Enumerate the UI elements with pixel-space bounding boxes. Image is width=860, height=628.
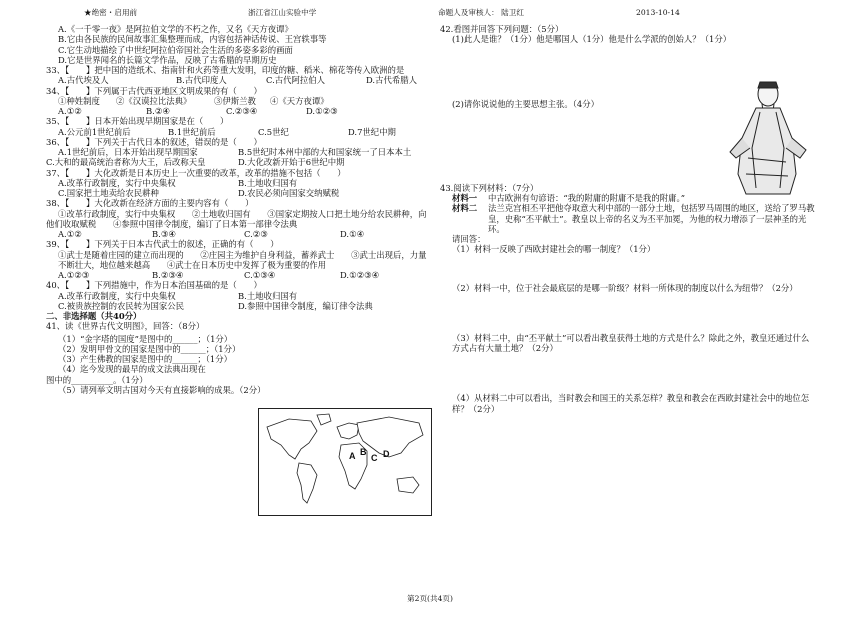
q37-stem: 37、【 】大化改新是日本历史上一次重要的改革，改革的措施不包括（ ）: [46, 167, 346, 178]
q41-part3: （3）产生佛教的国家是图中的______；（1分）: [58, 354, 232, 364]
q35-stem: 35、【 】日本开始出现早期国家是在（ ）: [46, 116, 229, 127]
q38-statement-line2: 他们收取赋税 ④参照中国律令制度，编订了日本第一部律令法典: [46, 218, 298, 229]
school-name: 浙江省江山实验中学: [248, 8, 317, 17]
q37-option-c: C.国家把土地卖给农民耕种: [58, 188, 159, 198]
q34-item-2: ②《汉谟拉比法典》: [116, 95, 192, 106]
page-header: [0, 8, 860, 20]
section-2-heading: 二、非选择题（共40分）: [46, 311, 142, 321]
answer-prompt: 请回答：: [452, 234, 486, 244]
q38-stem: 38、【 】大化改新在经济方面的主要内容有（ ）: [46, 198, 254, 209]
q34-stem: 34、【 】下列属于古代西亚地区文明成果的有（ ）: [46, 85, 262, 96]
q32-option-c: C.它生动地描绘了中世纪阿拉伯帝国社会生活的多姿多彩的画面: [58, 44, 293, 55]
q36-option-a: A.1世纪前后，日本开始出现早期国家: [58, 147, 198, 157]
material-2-label: 材料二: [452, 203, 478, 214]
q38-option-a: A.①②: [58, 229, 82, 239]
q40-option-a: A.改革行政制度，实行中央集权: [58, 290, 176, 301]
q33-option-b: B.古代印度人: [176, 75, 227, 86]
q41-part4-line1: （4）迄今发现的最早的成文法典出现在: [58, 364, 206, 375]
q41-part2: （2）发明甲骨文的国家是图中的______；（1分）: [58, 343, 241, 354]
q43-part2: （2）材料一中，位于社会最底层的是哪一阶级？材料一所体现的制度以什么为纽带？（2分）: [452, 282, 798, 293]
q36-options-cd: [46, 157, 418, 167]
q33-option-c: C.古代阿拉伯人: [266, 75, 326, 86]
q42-part1: (1)此人是谁？（1分）他是哪国人（1分）他是什么学派的创始人？（1分）: [452, 34, 732, 45]
q38-statement-line1: ①改革行政制度，实行中央集权 ②土地收归国有 ③国家定期按人口把土地分给农民耕种，向: [58, 208, 427, 219]
q32-option-a: A.《一千零一夜》是阿拉伯文学的不朽之作，又名《天方夜谭》: [58, 24, 293, 34]
q40-options-ab: [46, 291, 418, 301]
q39-option-d: D.①②③④: [340, 270, 380, 280]
q38-option-b: B.③④: [152, 229, 176, 239]
q34-options: [46, 106, 418, 116]
q39-statement-line1: ①武士是随着庄园的建立而出现的 ②庄园主为维护自身利益，蓄养武士 ③武士出现后，力量: [58, 249, 427, 260]
material-1-label: 材料一: [452, 193, 478, 203]
q37-option-b: B.土地收归国有: [238, 177, 298, 188]
material-2-text: 法兰克宫相丕平把他夺取意大利中部的一部分土地，包括罗马周围的地区，送给了罗马教皇，史称“丕平献土”。教皇以上帝的名义为丕平加冕，为他的权力增添了一层神圣的光环。: [488, 203, 815, 234]
material-2: [440, 203, 820, 234]
q34-items: [46, 96, 418, 106]
q34-item-1: ①种姓制度: [58, 95, 100, 106]
q34-option-a: A.①②: [58, 106, 82, 116]
q41-part5: （5）请列举文明古国对今天有直接影响的成果。（2分）: [58, 384, 266, 395]
q41-part4-line2: 图中的__________。（1分）: [46, 374, 148, 385]
q39-option-b: B.②③④: [152, 270, 184, 280]
q35-options: [46, 127, 418, 137]
material-1-text: 中古欧洲有句谚语：“我的附庸的附庸不是我的附庸。”: [488, 193, 685, 203]
q36-options-ab: [46, 147, 418, 157]
exam-date: 2013-10-14: [636, 8, 680, 17]
q43-part1: （1）材料一反映了西欧封建社会的哪一制度？（1分）: [452, 244, 656, 255]
q37-option-a: A.改革行政制度，实行中央集权: [58, 177, 176, 188]
world-map: [258, 408, 432, 516]
q38-options: [46, 229, 418, 239]
q39-stem: 39、【 】下列关于日本古代武士的叙述，正确的有（ ）: [46, 239, 279, 250]
q35-option-a: A.公元前1世纪前后: [58, 126, 131, 137]
q33-stem: 33、【 】把中国的造纸术、指南针和火药等重大发明，印度的糖、稻米、棉花等传入欧洲的是: [46, 65, 405, 75]
q34-option-c: C.②③④: [226, 106, 258, 116]
q40-options-cd: [46, 301, 418, 311]
q41-part1: （1）“金字塔的国度”是图中的______；（1分）: [58, 333, 233, 344]
q33-option-d: D.古代希腊人: [366, 75, 417, 86]
q34-option-d: D.①②③: [306, 106, 338, 116]
map-label-d: D: [383, 449, 390, 459]
q43-part4: （4）从材料二中可以看出，当时教会和国王的关系怎样？教皇和教会在西欧封建社会中的地位怎样？（2分）: [452, 393, 810, 414]
q36-option-c: C.大和的最高统治者称为大王，后改称天皇: [46, 157, 206, 168]
q39-option-c: C.①③④: [244, 270, 276, 280]
q43-part3: （3）材料二中，由“丕平献土”可以看出教皇获得土地的方式是什么？除此之外，教皇还通过什么方式占有大量土地？（2分）: [452, 332, 810, 353]
q32-option-b: B.它由各民族的民间故事汇集整理而成，内容包括神话传说、王宫轶事等: [58, 34, 327, 45]
q39-option-a: A.①②③: [58, 270, 90, 280]
q41-stem: 41、读《世界古代文明图》，回答：（8分）: [46, 321, 205, 332]
q37-option-d: D.农民必须向国家交纳赋税: [238, 188, 340, 198]
map-label-b: B: [360, 447, 367, 457]
q37-options-ab: [46, 178, 418, 188]
q36-option-b: B.5世纪时本州中部的大和国家统一了日本本土: [238, 147, 412, 157]
map-label-a: A: [349, 451, 356, 461]
q34-option-b: B.②④: [146, 106, 170, 116]
q35-option-c: C.5世纪: [258, 126, 289, 137]
q43-stem: 43.阅读下列材料：（7分）: [440, 182, 539, 193]
q39-statement-line2: 不断壮大，地位越来越高 ④武士在日本历史中发挥了极为重要的作用: [58, 259, 326, 270]
portrait-icon: [722, 78, 810, 198]
page-number: 第2页(共4页): [407, 594, 453, 603]
q33-option-a: A.古代埃及人: [58, 75, 109, 86]
q40-stem: 40、【 】下列措施中，作为日本治国基础的是（ ）: [46, 280, 262, 291]
setters: 命题人及审核人： 陆卫红: [438, 8, 524, 17]
q42-part2: (2)请你说说他的主要思想主张。（4分）: [452, 98, 599, 109]
q42-stem: 42.看图并回答下列问题：（5分）: [440, 24, 564, 34]
q33-options: [46, 75, 418, 85]
q36-stem: 36、【 】下列关于古代日本的叙述，错误的是（ ）: [46, 136, 262, 147]
secret-mark: ★绝密・启用前: [84, 8, 138, 17]
map-label-c: C: [371, 453, 378, 463]
q38-option-d: D.①④: [340, 229, 365, 239]
world-map-icon: [259, 409, 431, 515]
q39-options: [46, 270, 418, 280]
q40-option-c: C.被贵族控制的农民转为国家公民: [58, 300, 185, 311]
q35-option-b: B.1世纪前后: [168, 126, 216, 137]
q40-option-b: B.土地收归国有: [238, 290, 298, 301]
q37-options-cd: [46, 188, 418, 198]
q34-item-3: ③伊斯兰教: [214, 95, 256, 106]
q32-option-d: D.它是世界闻名的长篇文学作品，反映了古希腊的早期历史: [58, 54, 277, 65]
q36-option-d: D.大化改新开始于6世纪中期: [238, 157, 345, 168]
confucius-portrait: [722, 78, 810, 198]
q40-option-d: D.参照中国律令制度，编订律令法典: [238, 300, 373, 311]
q38-option-c: C.②③: [244, 229, 268, 239]
q35-option-d: D.7世纪中期: [348, 126, 396, 137]
left-column: [46, 24, 427, 395]
q34-item-4: ④《天方夜谭》: [270, 95, 329, 106]
